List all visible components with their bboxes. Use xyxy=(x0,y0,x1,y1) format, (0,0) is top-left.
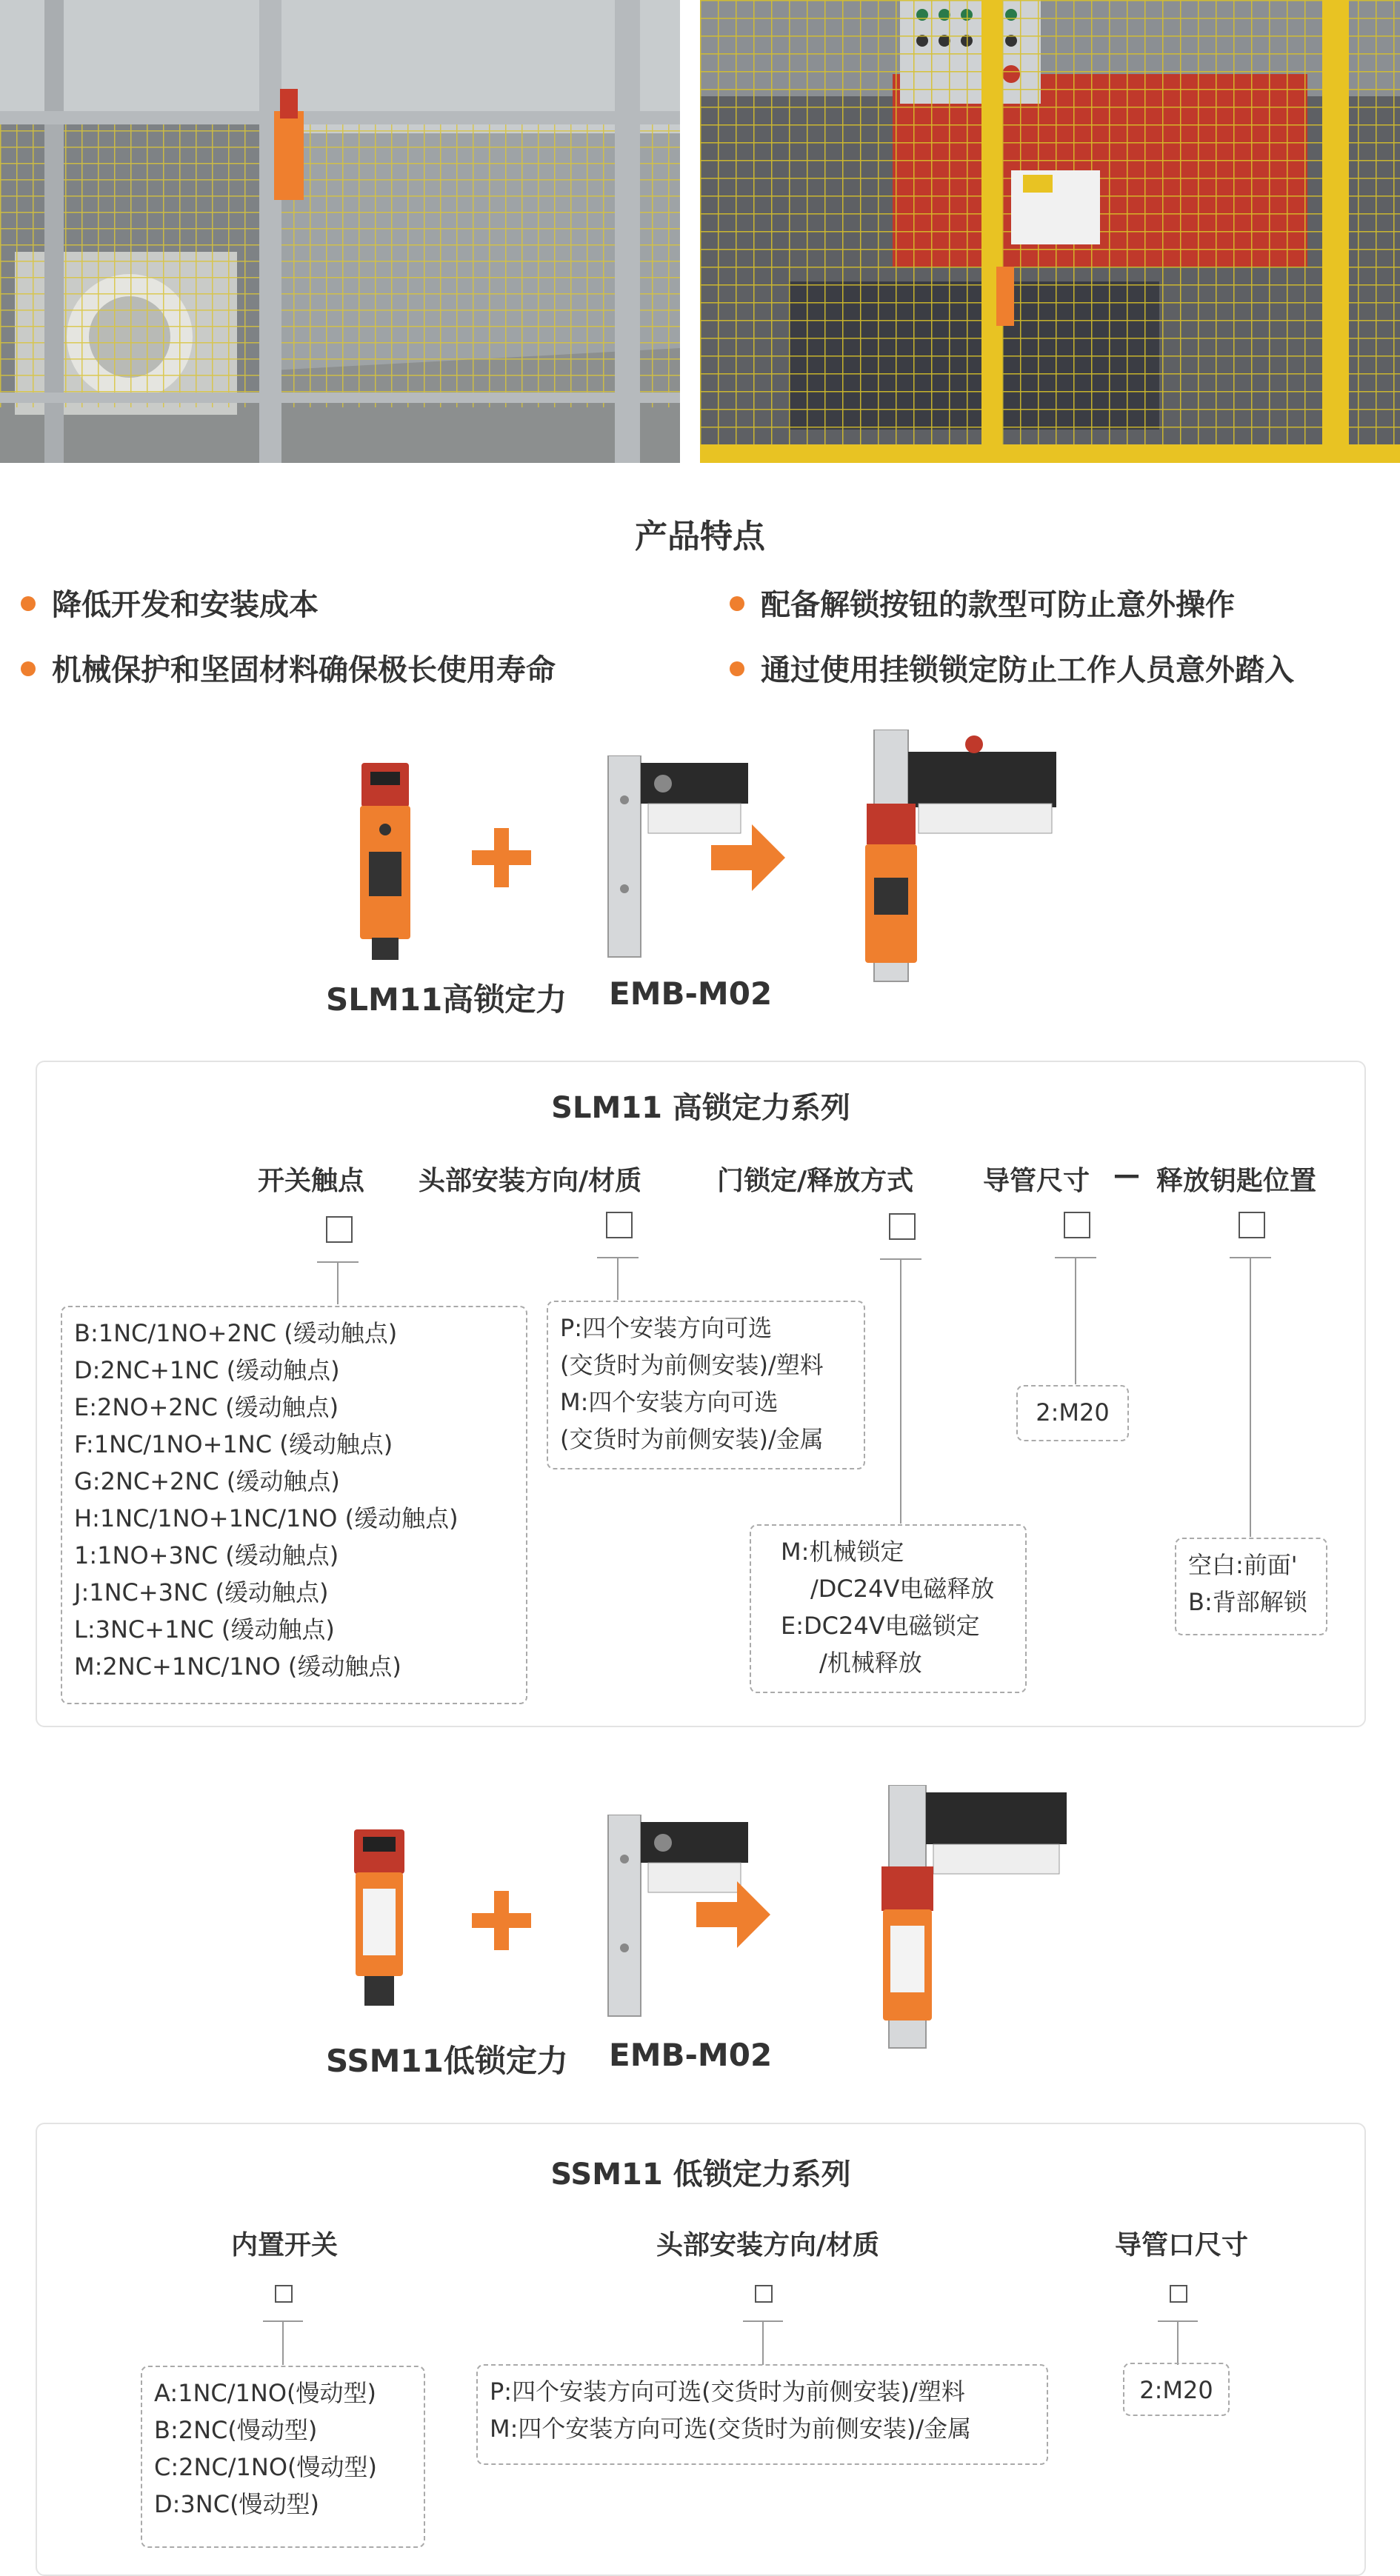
header-lock-release: 门锁定/释放方式 xyxy=(717,1166,914,1196)
code-box-head xyxy=(755,2285,773,2303)
code-box-head xyxy=(606,1212,633,1238)
header-release-key: 释放钥匙位置 xyxy=(1156,1166,1317,1196)
conduit-options-box xyxy=(1016,1385,1129,1441)
list-item: B:1NC/1NO+2NC (缓动触点) xyxy=(74,1319,398,1347)
head-options-box xyxy=(476,2364,1048,2465)
features-title: 产品特点 xyxy=(635,518,765,555)
assembled-ssm11-image xyxy=(874,1785,1074,2055)
list-item: D:2NC+1NC (缓动触点) xyxy=(74,1356,340,1384)
slm11-switch-image xyxy=(356,763,415,966)
bullet-dot-icon xyxy=(21,596,36,611)
connector xyxy=(762,2320,764,2365)
list-item: 2:M20 xyxy=(1139,2376,1213,2404)
list-item: B:2NC(慢动型) xyxy=(154,2416,318,2444)
arrow-right-icon xyxy=(711,824,785,894)
header-head-direction: 头部安装方向/材质 xyxy=(419,1166,642,1196)
code-box-contacts xyxy=(326,1216,353,1243)
list-item: A:1NC/1NO(慢动型) xyxy=(154,2379,376,2407)
list-item: /机械释放 xyxy=(819,1649,922,1677)
list-item: M:四个安装方向可选(交货时为前侧安装)/金属 xyxy=(490,2415,972,2443)
bullet-dot-icon xyxy=(730,661,744,676)
code-box-lock xyxy=(889,1213,916,1240)
feature-item: 降低开发和安装成本 xyxy=(21,581,319,624)
list-item: L:3NC+1NC (缓动触点) xyxy=(74,1615,335,1644)
code-box-key xyxy=(1239,1212,1265,1238)
list-item: (交货时为前侧安装)/金属 xyxy=(560,1425,824,1453)
feature-item: 通过使用挂锁锁定防止工作人员意外踏入 xyxy=(730,647,1294,689)
connector xyxy=(900,1258,901,1524)
code-box-switch xyxy=(275,2285,293,2303)
list-item: M:2NC+1NC/1NO (缓动触点) xyxy=(74,1652,401,1681)
bullet-dot-icon xyxy=(730,596,744,611)
list-item: D:3NC(慢动型) xyxy=(154,2490,320,2518)
list-item: P:四个安装方向可选 xyxy=(560,1314,773,1342)
connector xyxy=(282,2320,284,2365)
list-item: /DC24V电磁释放 xyxy=(810,1575,995,1603)
list-item: J:1NC+3NC (缓动触点) xyxy=(74,1578,329,1606)
assembled-slm11-image xyxy=(844,730,1081,992)
header-builtin-switch: 内置开关 xyxy=(231,2230,339,2260)
code-box-conduit xyxy=(1170,2285,1187,2303)
combo2-left-caption: SSM11低锁定力 xyxy=(326,2043,568,2079)
bullet-dot-icon xyxy=(21,661,36,676)
feature-item: 机械保护和坚固材料确保极长使用寿命 xyxy=(21,647,556,689)
photo-yellow-fence xyxy=(700,0,1400,463)
list-item: M:机械锁定 xyxy=(781,1538,904,1566)
list-item: 空白:前面' xyxy=(1188,1551,1298,1579)
header-conduit-size: 导管尺寸 xyxy=(983,1166,1090,1196)
connector xyxy=(1075,1257,1076,1384)
list-item: P:四个安装方向可选(交货时为前侧安装)/塑料 xyxy=(490,2378,965,2406)
header-dash: — xyxy=(1113,1160,1140,1190)
list-item: 1:1NO+3NC (缓动触点) xyxy=(74,1541,339,1569)
list-item: C:2NC/1NO(慢动型) xyxy=(154,2453,378,2481)
list-item: E:DC24V电磁锁定 xyxy=(781,1612,980,1640)
slm11-series-title: SLM11 高锁定力系列 xyxy=(551,1091,850,1125)
connector xyxy=(1250,1257,1251,1537)
list-item: E:2NO+2NC (缓动触点) xyxy=(74,1393,339,1421)
list-item: (交货时为前侧安装)/塑料 xyxy=(560,1351,824,1379)
conduit-options-box xyxy=(1123,2363,1230,2416)
switch-options-box xyxy=(141,2366,425,2548)
plus-icon xyxy=(472,828,531,890)
list-item: M:四个安装方向可选 xyxy=(560,1388,779,1416)
lock-options-box xyxy=(750,1524,1027,1693)
header-switch-contacts: 开关触点 xyxy=(258,1166,365,1196)
code-box-conduit xyxy=(1064,1212,1090,1238)
list-item: G:2NC+2NC (缓动触点) xyxy=(74,1467,340,1495)
key-options-box xyxy=(1175,1538,1327,1635)
ssm11-series-title: SSM11 低锁定力系列 xyxy=(550,2158,851,2192)
combo1-right-caption: EMB-M02 xyxy=(609,975,773,1012)
list-item: B:背部解锁 xyxy=(1188,1588,1307,1616)
connector xyxy=(1177,2320,1179,2365)
connector xyxy=(617,1257,619,1300)
contacts-options-box xyxy=(61,1306,527,1704)
header-conduit-port-size: 导管口尺寸 xyxy=(1115,2230,1249,2260)
combo1-left-caption: SLM11高锁定力 xyxy=(326,981,567,1018)
feature-item: 配备解锁按钮的款型可防止意外操作 xyxy=(730,581,1235,624)
ssm11-switch-image xyxy=(350,1829,409,2010)
list-item: H:1NC/1NO+1NC/1NO (缓动触点) xyxy=(74,1504,459,1532)
plus-icon xyxy=(472,1891,531,1953)
list-item: 2:M20 xyxy=(1036,1398,1110,1427)
head-options-box xyxy=(547,1301,865,1469)
list-item: F:1NC/1NO+1NC (缓动触点) xyxy=(74,1430,393,1458)
arrow-right-icon xyxy=(696,1881,770,1951)
combo2-right-caption: EMB-M02 xyxy=(609,2037,773,2073)
photo-aluminium-fence xyxy=(0,0,680,463)
connector xyxy=(337,1261,339,1304)
header-head-direction: 头部安装方向/材质 xyxy=(656,2230,880,2260)
